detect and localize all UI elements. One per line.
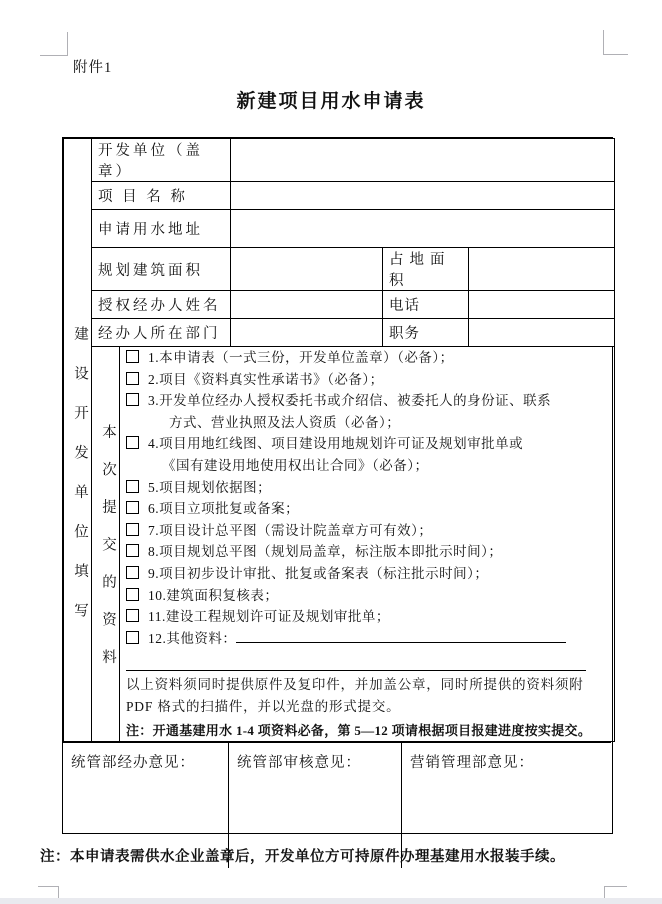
field-label-water-address: 申请用水地址 xyxy=(92,210,231,248)
checkbox-icon[interactable] xyxy=(126,350,139,363)
field-label-project-name: 项 目 名 称 xyxy=(92,182,231,210)
other-materials-blank-line[interactable] xyxy=(236,629,566,643)
checklist-item-6 xyxy=(126,498,608,520)
checkbox-icon[interactable] xyxy=(126,436,139,449)
checklist-item-4-continued: 《国有建设用地使用权出让合同》（必备）； xyxy=(162,457,429,473)
checklist-item-text: 2.项目《资料真实性承诺书》（必备）； xyxy=(148,371,384,387)
checklist-item-text: 3.开发单位经办人授权委托书或介绍信、被委托人的身份证、联系 xyxy=(148,393,552,409)
field-label-planned-area: 规划建筑面积 xyxy=(92,248,231,291)
checkbox-icon[interactable] xyxy=(126,393,139,406)
field-value-position[interactable] xyxy=(469,319,615,347)
other-materials-blank-line-2[interactable] xyxy=(126,649,586,671)
opinion-cell-review[interactable]: 统管部审核意见： xyxy=(228,743,401,868)
checkbox-icon[interactable] xyxy=(126,372,139,385)
materials-checklist-cell xyxy=(120,347,615,742)
window-background-strip xyxy=(0,898,662,904)
field-value-agent-name[interactable] xyxy=(231,291,383,319)
checkbox-icon[interactable] xyxy=(126,544,139,557)
checkbox-icon[interactable] xyxy=(126,501,139,514)
checklist-item-text: 1.本申请表（一式三份，开发单位盖章）（必备）； xyxy=(148,350,454,365)
checklist-item-3-continued: 方式、营业执照及法人资质（必备）； xyxy=(169,414,401,430)
footer-note: 注：本申请表需供水企业盖章后，开发单位方可持原件办理基建用水报装手续。 xyxy=(40,849,565,865)
field-value-planned-area[interactable] xyxy=(231,248,383,291)
checkbox-icon[interactable] xyxy=(126,588,139,601)
checklist-item-4 xyxy=(126,433,608,455)
field-value-project-name[interactable] xyxy=(231,182,615,210)
section-header-vertical-text: 建设开发单位填写 xyxy=(72,325,88,642)
section-header-vertical xyxy=(64,139,92,742)
checkbox-icon[interactable] xyxy=(126,609,139,622)
checkbox-icon[interactable] xyxy=(126,480,139,493)
checklist-item-3 xyxy=(126,390,608,412)
submit-header-vertical xyxy=(92,347,120,742)
form-fields-table xyxy=(63,138,615,742)
checklist-item-text: 11.建设工程规划许可证及规划审批单； xyxy=(148,609,390,625)
checklist-item-text: 10.建筑面积复核表； xyxy=(148,587,279,603)
field-label-land-area: 占地面积 xyxy=(383,248,469,291)
checklist-item-text: 12.其他资料： xyxy=(148,630,237,646)
schedule-note: 注：开通基建用水 1-4 项资料必备，第 5—12 项请根据项目报建进度按实提交。 xyxy=(126,722,592,738)
field-label-phone: 电话 xyxy=(383,291,469,319)
submit-header-vertical-text: 本次提交的资料 xyxy=(100,424,116,687)
application-form-table xyxy=(62,137,613,834)
field-label-position: 职务 xyxy=(383,319,469,347)
checklist-item-10 xyxy=(126,585,608,607)
checklist-item-12 xyxy=(126,628,608,650)
checklist-item-5 xyxy=(126,477,608,499)
field-label-developer: 开发单位（盖章） xyxy=(92,139,231,182)
field-value-agent-department[interactable] xyxy=(231,319,383,347)
field-label-agent-department: 经办人所在部门 xyxy=(92,319,231,347)
field-value-water-address[interactable] xyxy=(231,210,615,248)
margin-mark-top-right-icon xyxy=(603,30,628,55)
checklist-item-7 xyxy=(126,520,608,542)
checklist-item-text: 5.项目规划依据图； xyxy=(148,479,272,495)
checklist-item-text: 4.项目用地红线图、项目建设用地规划许可证及规划审批单或 xyxy=(148,436,524,452)
materials-note: 以上资料须同时提供原件及复印件，并加盖公章，同时所提供的资料须附 PDF 格式的扫描件，并以光盘的形式提交。 xyxy=(126,677,584,714)
checklist-item-11 xyxy=(126,606,608,628)
checklist-item-text: 7.项目设计总平图（需设计院盖章方可有效）； xyxy=(148,522,433,538)
field-value-phone[interactable] xyxy=(469,291,615,319)
checklist-item-8 xyxy=(126,541,608,563)
field-value-developer[interactable] xyxy=(231,139,615,182)
field-label-agent-name: 授权经办人姓名 xyxy=(92,291,231,319)
checklist-item-text: 9.项目初步设计审批、批复或备案表（标注批示时间）； xyxy=(148,565,489,581)
checkbox-icon[interactable] xyxy=(126,631,139,644)
field-value-land-area[interactable] xyxy=(469,248,615,291)
checklist-item-9 xyxy=(126,563,608,585)
attachment-label: 附件1 xyxy=(73,60,113,76)
opinion-cell-handling[interactable]: 统管部经办意见： xyxy=(71,755,195,772)
checklist-item-2 xyxy=(126,369,608,391)
margin-mark-top-left-icon xyxy=(40,32,68,56)
checklist-item-text: 6.项目立项批复或备案； xyxy=(148,501,300,517)
opinion-cell-marketing[interactable]: 营销管理部意见： xyxy=(401,743,611,868)
page-title: 新建项目用水申请表 xyxy=(236,91,426,112)
checkbox-icon[interactable] xyxy=(126,566,139,579)
checklist-item-text: 8.项目规划总平图（规划局盖章，标注版本即批示时间）； xyxy=(148,544,503,560)
checkbox-icon[interactable] xyxy=(126,523,139,536)
checklist-item-1 xyxy=(126,347,608,369)
